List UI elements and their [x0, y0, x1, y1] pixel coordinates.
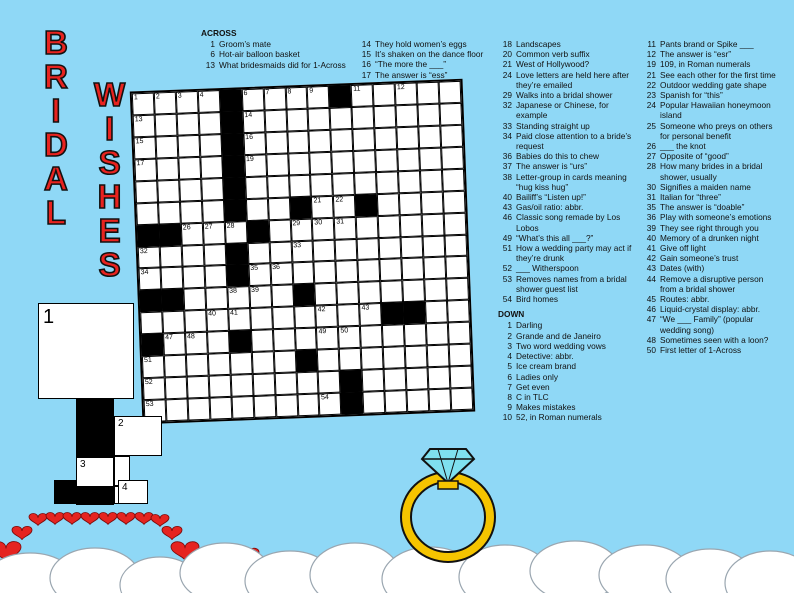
clue-number: 53	[145, 400, 154, 409]
clue-number: 32	[502, 100, 512, 111]
clue-number: 41	[229, 309, 238, 318]
clue-number: 26	[182, 223, 191, 232]
clue-text: Ice cream brand	[516, 361, 576, 372]
clue-number: 28	[226, 222, 235, 230]
clue-text: Grande and de Janeiro	[516, 330, 601, 341]
clue-number: 33	[293, 241, 302, 249]
clue-text: They hold women’s eggs	[375, 39, 467, 49]
clue-number: 14	[244, 111, 253, 120]
clue-number: 51	[502, 243, 512, 254]
clue-number: 31	[336, 217, 345, 226]
wishes-letter: I	[104, 110, 115, 147]
clue-number: 10	[502, 412, 512, 423]
clue-number: 13	[134, 115, 143, 124]
clue-number: 22	[335, 196, 344, 204]
clue-text: The answer is “ess”	[375, 69, 448, 80]
clue-text: Letter-group in cards meaning “hug kiss hug”	[516, 171, 627, 192]
clue-number: 17	[136, 159, 145, 168]
clue-text: Darling	[516, 320, 543, 331]
clue-text: Love letters are held here after they’re emailed	[516, 69, 629, 90]
clue-number: 3	[507, 340, 512, 351]
clue-text: Standing straight up	[516, 120, 590, 131]
clue-number: 21	[646, 69, 656, 80]
clue-text: Bailiff’s “Listen up!”	[516, 192, 586, 203]
clue-text: Opposite of “good”	[660, 151, 729, 162]
clue-text: Makes mistakes	[516, 402, 576, 413]
clue-text: Removes names from a bridal shower guest list	[516, 273, 627, 294]
clue-number: 46	[646, 304, 656, 315]
clue-text: Hot-air balloon basket	[219, 49, 300, 60]
clue-number: 6	[243, 89, 248, 98]
wishes-letter: W	[94, 76, 126, 113]
clue-number: 35	[250, 265, 259, 273]
clue-number: 2	[507, 330, 512, 341]
clue-number: 19	[646, 59, 656, 70]
clue-text: Memory of a drunken night	[660, 232, 759, 243]
clue-text: “The more the ___”	[375, 59, 447, 70]
clue-number: 24	[646, 100, 656, 111]
mini-number: 4	[122, 482, 128, 493]
bridal-letter: R	[44, 58, 68, 95]
clue-text: Pants brand or Spike ___	[660, 39, 754, 49]
clue-number: 15	[361, 49, 371, 60]
clue-number: 35	[646, 202, 656, 213]
clue-number: 39	[646, 222, 656, 233]
clue-number: 7	[507, 381, 512, 392]
clue-number: 21	[313, 196, 322, 205]
bridal-letter: A	[44, 160, 68, 197]
clue-text: Classic song remade by Los Lobos	[516, 212, 621, 233]
clue-number: 27	[204, 223, 213, 231]
clue-number: 33	[502, 120, 512, 131]
clue-text: Sometimes seen with a loon?	[660, 334, 769, 345]
clue-text: “We ___ Family” (popular wedding song)	[660, 314, 754, 335]
clue-number: 36	[272, 264, 281, 272]
clue-text: The answer is “doable”	[660, 202, 745, 213]
clue-number: 30	[314, 218, 323, 227]
clue-text: Ladies only	[516, 371, 558, 382]
clue-number: 53	[502, 273, 512, 284]
clue-number: 4	[199, 91, 204, 99]
clue-number: 20	[502, 49, 512, 60]
clue-number: 24	[502, 69, 512, 80]
clue-text: Get even	[516, 381, 550, 392]
bridal-letter: L	[45, 194, 66, 231]
clue-number: 40	[208, 310, 217, 318]
clue-text: It’s shaken on the dance floor	[375, 49, 484, 60]
wishes-letter: H	[97, 178, 122, 215]
clue-number: 41	[646, 243, 656, 254]
bridal-letter: B	[44, 24, 68, 61]
clue-number: 13	[205, 59, 215, 70]
clue-text: Groom’s mate	[219, 39, 271, 50]
clue-text: Two word wedding vows	[516, 340, 606, 351]
clue-text: Routes: abbr.	[660, 294, 710, 305]
down-header: DOWN	[498, 309, 525, 320]
clue-number: 40	[502, 192, 512, 203]
clue-text: Popular Hawaiian honeymoon island	[660, 100, 771, 121]
clue-text: Japanese or Chinese, for example	[516, 100, 609, 121]
clue-text: “What’s this all ___?”	[516, 232, 594, 243]
clue-number: 8	[507, 391, 512, 402]
clue-number: 38	[229, 287, 238, 296]
clue-number: 47	[646, 314, 656, 325]
clue-number: 8	[287, 88, 292, 96]
clue-text: Common verb suffix	[516, 49, 590, 60]
clue-number: 7	[265, 89, 270, 97]
clue-text: Spanish for “this”	[660, 90, 723, 101]
clue-number: 30	[646, 181, 656, 192]
clue-number: 16	[245, 133, 254, 141]
clue-number: 32	[139, 247, 148, 255]
clue-number: 43	[646, 263, 656, 274]
clue-number: 52	[144, 378, 153, 387]
mini-number: 2	[118, 418, 124, 429]
clue-number: 18	[502, 39, 512, 49]
clue-text: Walks into a bridal shower	[516, 90, 613, 101]
clue-number: 9	[507, 402, 512, 413]
clue-text: Remove a disruptive person from a bridal shower	[660, 273, 764, 294]
clue-number: 47	[165, 334, 174, 342]
clue-text: Bird homes	[516, 294, 558, 305]
clue-number: 1	[507, 320, 512, 331]
mini-number: 1	[43, 306, 55, 328]
clue-text: Paid close attention to a bride’s request	[516, 130, 632, 152]
clue-number: 31	[646, 192, 656, 203]
clue-text: Give off light	[660, 243, 706, 254]
clue-number: 36	[502, 151, 512, 162]
clue-number: 23	[646, 90, 656, 101]
clue-number: 54	[502, 294, 512, 305]
clue-text: Liquid-crystal display: abbr.	[660, 304, 761, 315]
clue-number: 1	[210, 39, 215, 50]
clue-number: 2	[155, 93, 160, 101]
clue-number: 12	[646, 49, 656, 60]
clue-text: See each other for the first time	[660, 69, 776, 80]
wishes-letter: S	[98, 144, 121, 181]
bridal-letter: D	[44, 126, 68, 163]
clue-number: 15	[135, 137, 144, 146]
clue-text: Detective: abbr.	[516, 351, 574, 362]
clue-text: Landscapes	[516, 39, 561, 49]
clue-number: 6	[507, 371, 512, 382]
clue-text: Play with someone’s emotions	[660, 212, 772, 223]
clue-number: 34	[502, 130, 512, 141]
clue-number: 45	[646, 294, 656, 305]
clue-text: 52, in Roman numerals	[516, 412, 602, 423]
bridal-letter: I	[51, 92, 61, 129]
clue-number: 3	[177, 92, 182, 100]
clue-text: Someone who preys on others for personal benefit	[660, 120, 773, 141]
clue-text: Gas/oil ratio: abbr.	[516, 202, 584, 213]
clue-text: They see right through you	[660, 222, 759, 233]
clue-number: 9	[309, 87, 314, 95]
clue-number: 34	[140, 269, 149, 277]
clue-text: Dates (with)	[660, 263, 705, 274]
clue-text: West of Hollywood?	[516, 59, 590, 70]
clue-text: Outdoor wedding gate shape	[660, 79, 767, 90]
clue-number: 49	[502, 232, 512, 243]
clue-number: 42	[317, 306, 326, 314]
clue-number: 17	[361, 69, 371, 80]
clue-number: 54	[320, 394, 330, 402]
clue-text: The answer is “esr”	[660, 49, 732, 60]
clue-number: 40	[646, 232, 656, 243]
clue-number: 28	[646, 161, 656, 172]
clue-number: 29	[292, 219, 301, 227]
clue-number: 38	[502, 171, 512, 182]
clue-text: The answer is “urs”	[516, 161, 588, 172]
clue-text: ___ Witherspoon	[516, 263, 579, 274]
clue-number: 4	[507, 351, 512, 362]
wishes-letter: S	[98, 246, 121, 283]
clue-number: 46	[502, 212, 512, 223]
across-header: ACROSS	[201, 28, 237, 38]
clue-number: 21	[502, 59, 512, 70]
clue-text: Gain someone’s trust	[660, 253, 739, 264]
clue-number: 29	[502, 90, 512, 101]
clue-number: 6	[210, 49, 215, 60]
clue-number: 50	[340, 327, 349, 335]
mini-number: 3	[80, 459, 86, 470]
clue-number: 51	[143, 357, 153, 365]
clue-number: 26	[646, 141, 656, 152]
clue-number: 25	[646, 120, 656, 131]
clue-number: 36	[646, 212, 656, 223]
clue-text: Italian for “three”	[660, 192, 721, 203]
clue-number: 43	[502, 202, 512, 213]
clue-number: 43	[361, 304, 370, 313]
clue-number: 52	[502, 263, 512, 274]
clouds-decoration	[0, 493, 794, 613]
clue-number: 42	[646, 253, 656, 264]
clue-text: 109, in Roman numerals	[660, 59, 751, 70]
clue-text: What bridesmaids did for 1-Across	[219, 59, 346, 70]
wishes-letter: E	[98, 212, 121, 249]
clue-number: 48	[646, 334, 656, 345]
clue-number: 39	[250, 287, 260, 295]
clue-number: 14	[361, 39, 371, 49]
clue-text: How many brides in a bridal shower, usually	[660, 161, 763, 182]
clue-number: 19	[245, 155, 255, 163]
clue-number: 44	[646, 273, 656, 284]
clue-number: 49	[318, 328, 327, 336]
clue-text: C in TLC	[516, 391, 549, 402]
clue-text: Signifies a maiden name	[660, 181, 751, 192]
clue-text: Babies do this to chew	[516, 151, 600, 162]
clue-number: 48	[186, 333, 195, 341]
clue-number: 1	[133, 94, 139, 102]
clue-number: 37	[502, 161, 512, 172]
clue-number: 22	[646, 79, 656, 90]
ring-illustration	[400, 435, 510, 565]
clue-number: 50	[646, 345, 656, 356]
clue-number: 12	[396, 83, 405, 92]
clue-number: 5	[507, 361, 512, 372]
clue-text: First letter of 1-Across	[660, 345, 742, 356]
clue-number: 16	[361, 59, 371, 70]
clue-number: 27	[646, 151, 656, 162]
clue-number: 11	[353, 85, 361, 93]
clue-number: 11	[647, 39, 656, 49]
clue-text: How a wedding party may act if they’re drunk	[516, 243, 632, 264]
clue-text: ___ the knot	[660, 141, 706, 152]
